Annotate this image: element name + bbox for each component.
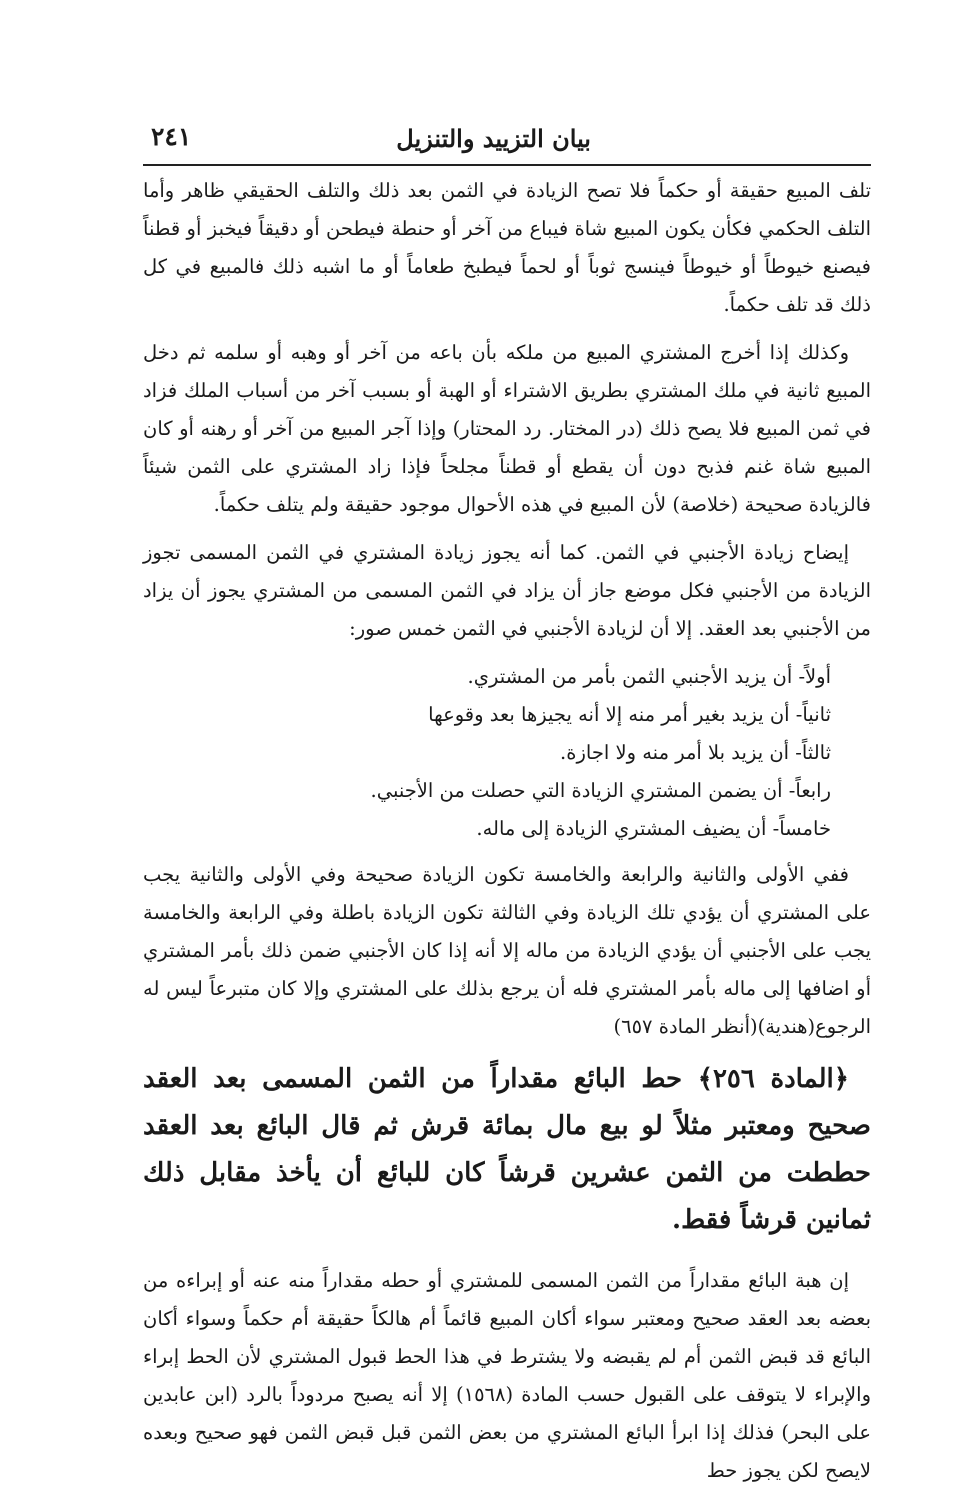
- header-title: بيان التزييد والتنزيل: [396, 124, 591, 153]
- list-item: أولاً- أن يزيد الأجنبي الثمن بأمر من المشتري.: [467, 665, 831, 688]
- list-item: خامساً- أن يضيف المشتري الزيادة إلى ماله.: [476, 817, 831, 840]
- list-item: ثانياً- أن يزيد بغير أمر منه إلا أنه يجيزها بعد وقوعها: [428, 703, 831, 726]
- forms-list: [143, 658, 871, 848]
- paragraph-2: وكذلك إذا أخرج المشتري المبيع من ملكه بأن باعه من آخر أو وهبه أو سلمه ثم دخل المبيع ثانية في ملك المشتري بطريق الاشتراء أو الهبة أو بسبب آخر من أسباب الملك فزاد في ثمن المبيع فلا يصح ذلك (در المختار. رد المحتار) وإذا آجر المبيع من آخر أو رهنه أو كان المبيع شاة غنم فذبح دون أن يقطع أو قطناً مجلحاً فإذا زاد المشتري على الثمن شيئاً فالزيادة صحيحة (خلاصة) لأن المبيع في هذه الأحوال موجود حقيقة ولم يتلف حكماً.: [143, 341, 871, 516]
- final-paragraph: إن هبة البائع مقداراً من الثمن المسمى للمشتري أو حطه مقداراً منه عنه أو إبراءه من بعضه بعد العقد صحيح ومعتبر سواء أكان المبيع قائماً أم هالكاً حقيقة أم حكماً وسواء أكان البائع قد قبض الثمن أم لم يقبضه ولا يشترط في هذا الحط قبول المشتري لأن الحط إبراء والإبراء لا يتوقف على القبول حسب المادة (١٥٦٨) إلا أنه يصبح مردوداً بالرد (ابن عابدين على البحر) فذلك إذا ابرأ البائع المشتري من بعض الثمن قبل قبض الثمن فهو صحيح وبعده لايصح لكن يجوز حط: [143, 1269, 871, 1482]
- body-text: [143, 172, 871, 1500]
- paragraph-3: إيضاح زيادة الأجنبي في الثمن. كما أنه يجوز زيادة المشتري في الثمن المسمى تجوز الزيادة من الأجنبي فكل موضع جاز أن يزاد في الثمن المسمى من المشتري يجوز أن يزاد من الأجنبي بعد العقد. إلا أن لزيادة الأجنبي في الثمن خمس صور:: [143, 541, 871, 640]
- list-item: ثالثاً- أن يزيد بلا أمر منه ولا اجازة.: [560, 741, 831, 764]
- list-item: رابعاً- أن يضمن المشتري الزيادة التي حصلت من الأجنبي.: [370, 779, 831, 802]
- article-number: ﴿المادة ٢٥٦﴾: [697, 1064, 849, 1094]
- page-number: ٢٤١: [151, 122, 192, 151]
- paragraph-after-list: ففي الأولى والثانية والرابعة والخامسة تكون الزيادة صحيحة وفي الأولى والثانية يجب على المشتري أن يؤدي تلك الزيادة وفي الثالثة تكون الزيادة باطلة وفي الرابعة والخامسة يجب على الأجنبي أن يؤدي الزيادة من ماله إلا أنه إذا كان الأجنبي ضمن ذلك بأمر المشتري أو اضافها إلى ماله بأمر المشتري فله أن يرجع بذلك على المشتري وإلا كان متبرعاً ليس له الرجوع(هندية)(أنظر المادة ٦٥٧): [143, 863, 871, 1038]
- running-header: [143, 120, 871, 166]
- article-256: [143, 1056, 871, 1244]
- article-text: حط البائع مقداراً من الثمن المسمى بعد العقد صحيح ومعتبر مثلاً لو بيع مال بمائة قرش ثم قال البائع بعد العقد حططت من الثمن عشرين قرشاً كان للبائع أن يأخذ مقابل ذلك ثمانين قرشاً فقط.: [143, 1064, 871, 1235]
- paragraph-1: تلف المبيع حقيقة أو حكماً فلا تصح الزيادة في الثمن بعد ذلك والتلف الحقيقي ظاهر وأما التلف الحكمي فكأن يكون المبيع شاة فيباع من آخر أو حنطة فيطحن أو دقيقاً فيخبز أو قطناً فيصنع خيوطاً أو خيوطاً فينسج ثوباً أو لحماً فيطبخ طعاماً أو ما اشبه ذلك فالمبيع في كل ذلك قد تلف حكماً.: [143, 179, 871, 316]
